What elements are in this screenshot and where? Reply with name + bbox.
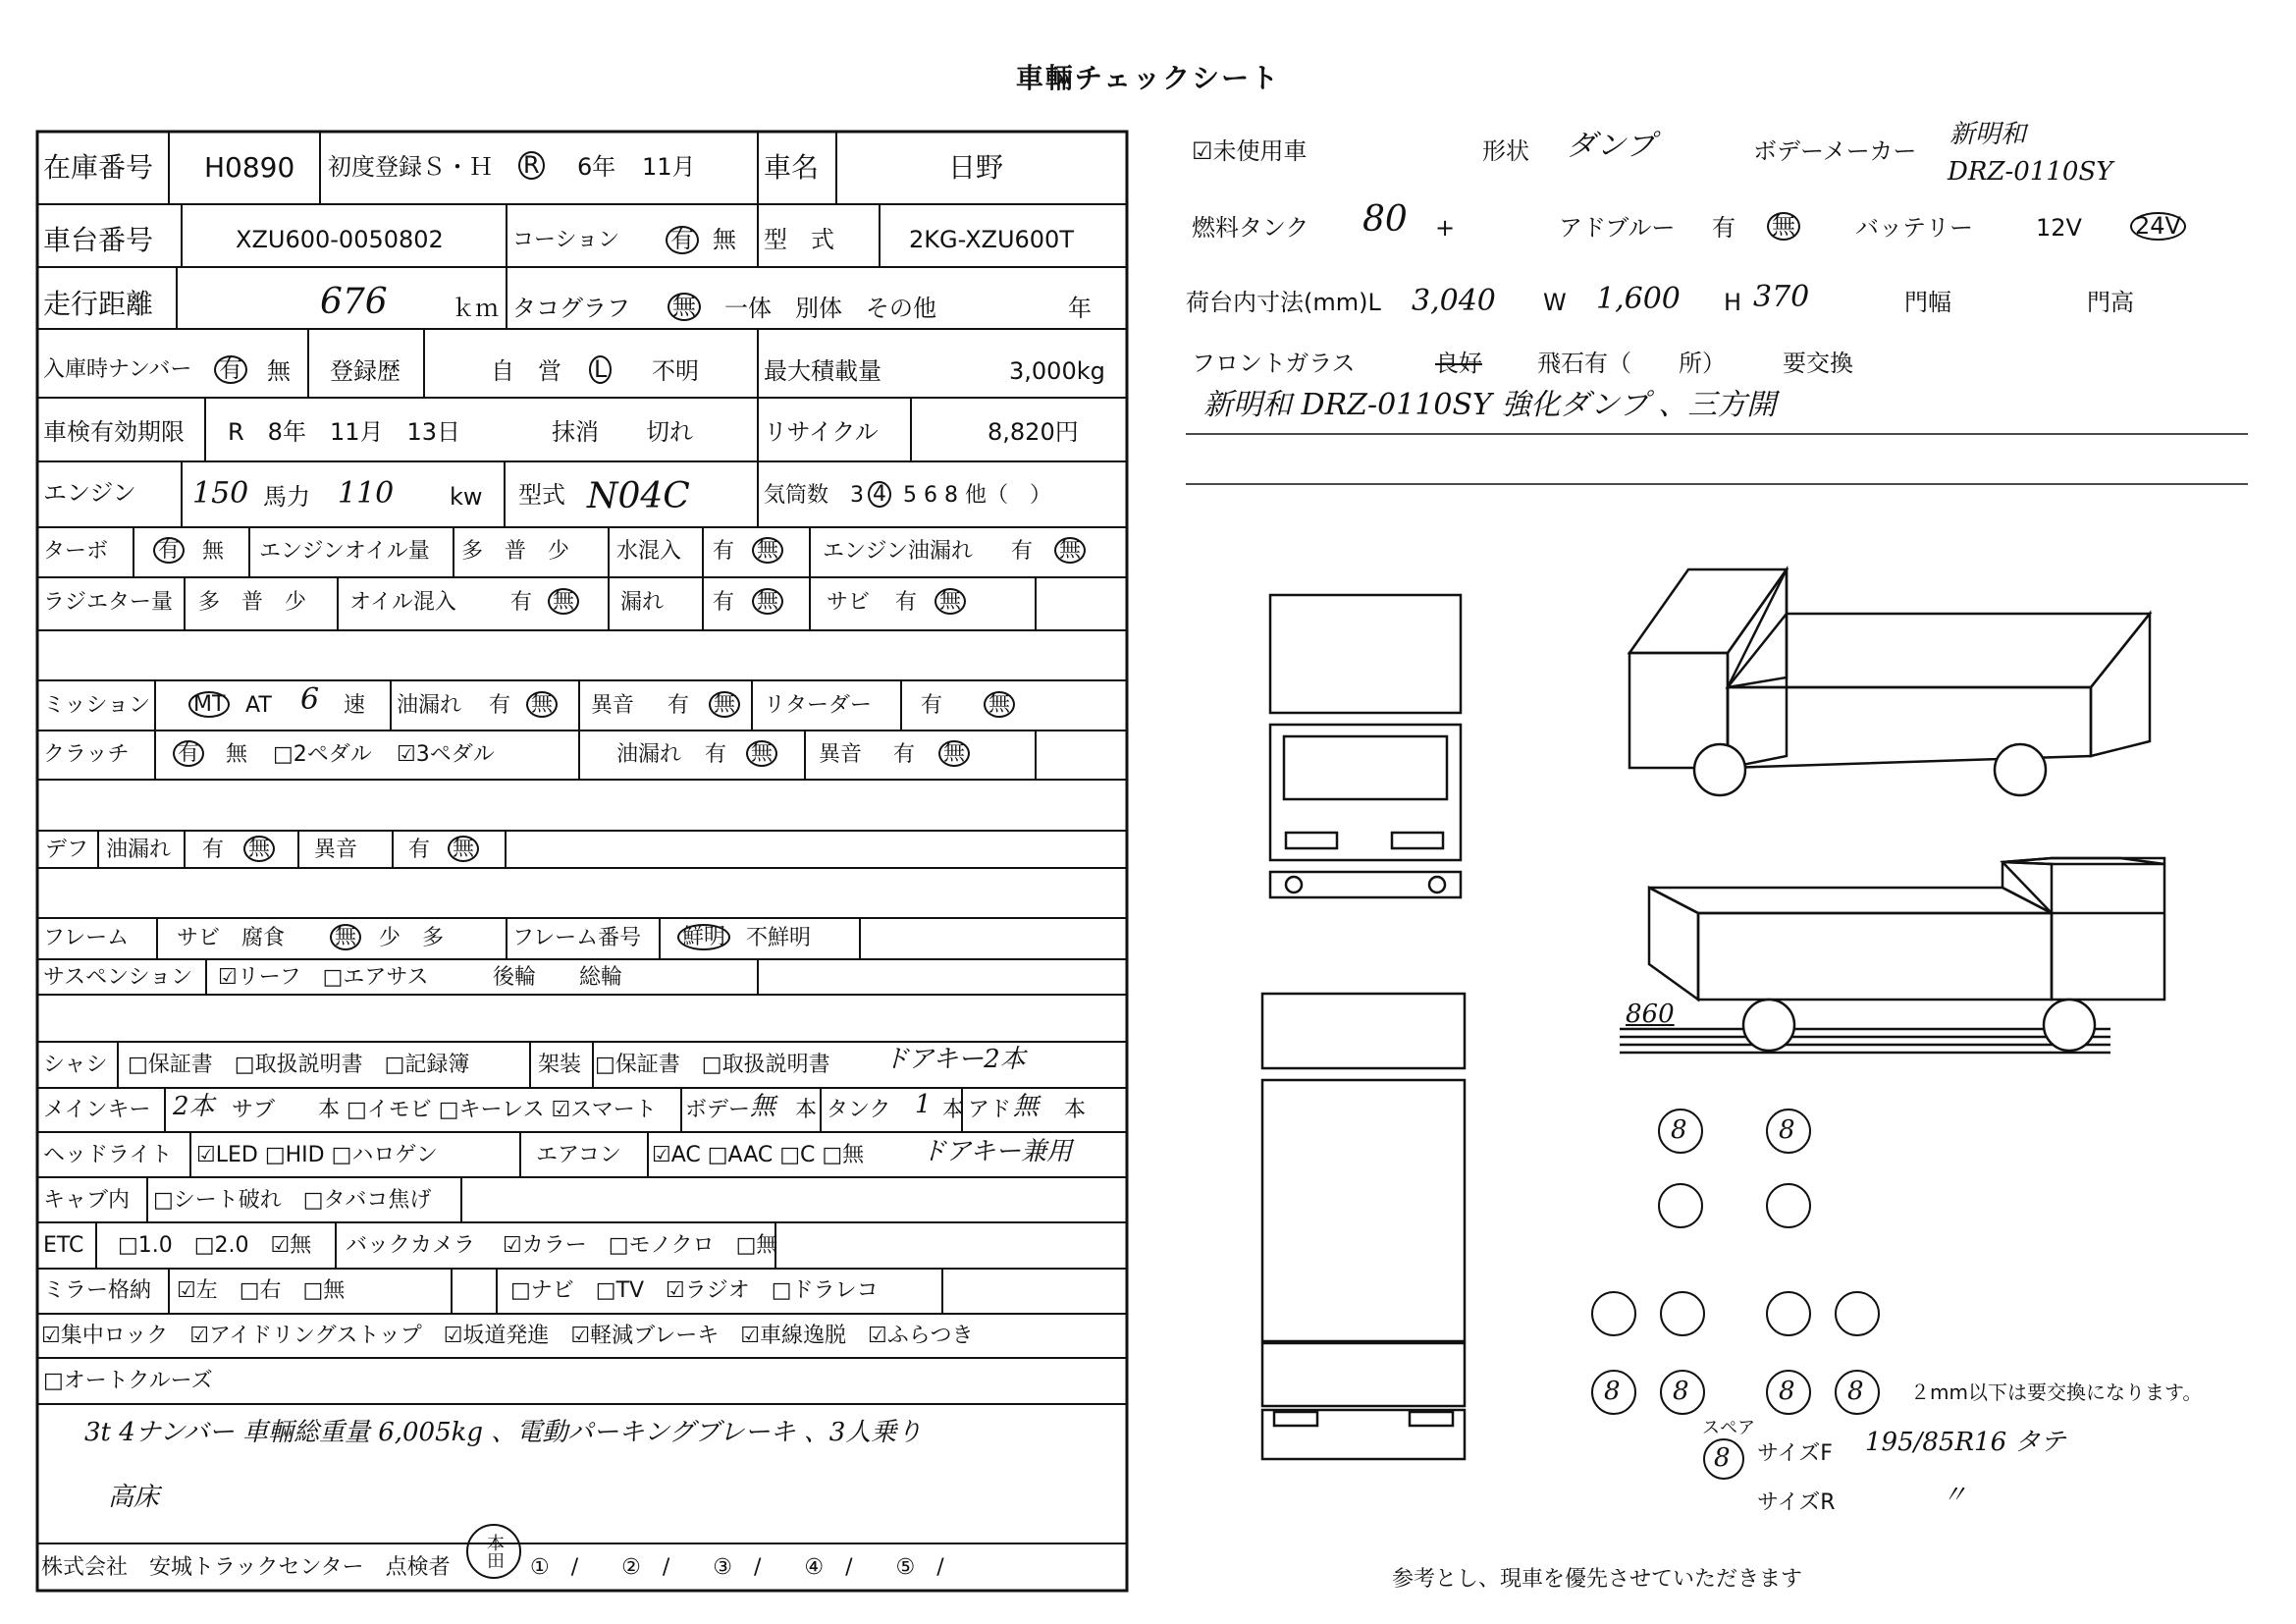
body-maker-label: ボデーメーカー bbox=[1753, 137, 1917, 165]
clutch-no: 無 bbox=[226, 742, 248, 767]
ad-key-value: 無 bbox=[1013, 1092, 1040, 1121]
rust-no: 無 bbox=[934, 588, 966, 615]
size-rear-label: サイズR bbox=[1757, 1490, 1836, 1515]
mirror-label: ミラー格納 bbox=[43, 1278, 152, 1303]
body-maker-value: 新明和 bbox=[1949, 120, 2027, 149]
bed-width: 1,600 bbox=[1596, 282, 1681, 316]
bed-dimension-label: 荷台内寸法(mm)L bbox=[1186, 289, 1381, 316]
mainkey-label: メインキー bbox=[43, 1098, 151, 1122]
engine-leak-no: 無 bbox=[1054, 537, 1086, 564]
coating-label: コーション bbox=[512, 228, 620, 252]
model-label: 型 式 bbox=[764, 226, 834, 253]
cylinders-post: 5 6 8 他（ ） bbox=[903, 483, 1051, 508]
tank-key-unit: 本 bbox=[942, 1098, 965, 1122]
size-front-value: 195/85R16 タテ bbox=[1865, 1428, 2066, 1457]
clutch-leak-label: 油漏れ bbox=[616, 742, 682, 767]
mission-leak-no: 無 bbox=[526, 691, 558, 718]
mission-leak-label: 油漏れ bbox=[397, 693, 462, 718]
clutch-3-pedal: ☑3ペダル bbox=[397, 742, 495, 767]
cylinders-label: 気筒数 bbox=[764, 483, 829, 508]
clutch-leak-yes: 有 bbox=[705, 742, 727, 767]
car-name: 日野 bbox=[948, 151, 1004, 184]
engine-hp-label: 馬力 bbox=[263, 483, 310, 511]
oil-mix-label: オイル混入 bbox=[349, 590, 456, 615]
company-name: 株式会社 安城トラックセンター 点検者 bbox=[41, 1555, 451, 1580]
diff-label: デフ bbox=[45, 838, 89, 862]
truck-top-view bbox=[1262, 994, 1465, 1459]
clutch-noise-no: 無 bbox=[938, 740, 970, 767]
frame-number-unclear: 不鮮明 bbox=[746, 926, 812, 950]
water-yes: 有 bbox=[713, 539, 735, 564]
body-docs-label: 架装 bbox=[538, 1053, 582, 1077]
aircon-label: エアコン bbox=[536, 1143, 621, 1167]
body-docs-note: ドアキー2本 bbox=[883, 1045, 1026, 1074]
retarder-yes: 有 bbox=[921, 693, 943, 718]
remarks-line-1: 3t 4ナンバー 車輛総重量 6,005kg 、電動パーキングブレーキ 、3人乗り bbox=[84, 1418, 923, 1447]
tread-note: ２mm以下は要交換になります。 bbox=[1910, 1380, 2203, 1404]
tread-front-right: 8 bbox=[1779, 1115, 1795, 1145]
bed-width-label: W bbox=[1543, 289, 1567, 316]
tacho-label: タコグラフ bbox=[512, 295, 630, 322]
windshield-label: フロントガラス bbox=[1192, 350, 1356, 377]
mileage-label: 走行距離 bbox=[43, 288, 154, 320]
diff-noise-no: 無 bbox=[448, 836, 479, 862]
plate-no: 無 bbox=[267, 357, 291, 385]
chassis-label: 車台番号 bbox=[43, 224, 154, 256]
turbo-yes: 有 bbox=[153, 537, 185, 564]
frame-rust: サビ 腐食 bbox=[177, 926, 286, 950]
rust-label: サビ bbox=[827, 590, 871, 615]
ad-key-unit: 本 bbox=[1064, 1098, 1087, 1122]
mission-noise-no: 無 bbox=[709, 691, 740, 718]
oil-mix-no: 無 bbox=[548, 588, 579, 615]
battery-label: バッテリー bbox=[1855, 214, 1973, 242]
gate-width-label: 門幅 bbox=[1904, 289, 1951, 316]
inspection-label: 車検有効期限 bbox=[43, 418, 185, 446]
reg-history-unknown: 不明 bbox=[652, 357, 699, 385]
max-load-value: 3,000kg bbox=[1009, 357, 1105, 385]
cylinders-circled: 4 bbox=[868, 481, 891, 508]
coating-no: 無 bbox=[713, 226, 736, 253]
mission-mt: MT bbox=[188, 691, 230, 718]
clutch-leak-no: 無 bbox=[746, 740, 777, 767]
clutch-noise-yes: 有 bbox=[893, 742, 916, 767]
mainkey-count: 2本 bbox=[173, 1092, 215, 1121]
car-name-label: 車名 bbox=[764, 151, 820, 184]
leak-label: 漏れ bbox=[620, 590, 665, 615]
tank-key-label: タンク bbox=[827, 1098, 891, 1122]
remarks-line-2: 高床 bbox=[108, 1483, 160, 1512]
oil-amount-options: 多 普 少 bbox=[461, 539, 570, 564]
side-height: 860 bbox=[1626, 1000, 1675, 1029]
windshield-chip: 飛石有（ 所） bbox=[1537, 350, 1726, 377]
tacho-none: 無 bbox=[667, 293, 701, 321]
diff-leak-yes: 有 bbox=[202, 838, 225, 862]
body-key-unit: 本 bbox=[795, 1098, 818, 1122]
model-value: 2KG-XZU600T bbox=[909, 226, 1074, 253]
sheet-title: 車輛チェックシート bbox=[1015, 62, 1281, 94]
body-docs-options: □保証書 □取扱説明書 bbox=[595, 1053, 830, 1077]
mission-noise-yes: 有 bbox=[667, 693, 690, 718]
frame-number-label: フレーム番号 bbox=[512, 926, 642, 950]
engine-kw: 110 bbox=[338, 476, 395, 511]
recycle-value: 8,820円 bbox=[988, 418, 1079, 446]
mirror-options: ☑左 □右 □無 bbox=[177, 1278, 346, 1303]
gate-height-label: 門高 bbox=[2087, 289, 2134, 316]
footer-note: 参考とし、現車を優先させていただきます bbox=[1392, 1567, 1803, 1592]
clutch-2-pedal: □2ペダル bbox=[273, 742, 372, 767]
engine-hp: 150 bbox=[192, 476, 249, 511]
mission-speed: 6 bbox=[300, 682, 320, 717]
fuel-label: 燃料タンク bbox=[1192, 214, 1309, 242]
cab-label: キャブ内 bbox=[43, 1188, 131, 1213]
turbo-label: ターボ bbox=[43, 539, 109, 564]
oil-mix-yes: 有 bbox=[510, 590, 533, 615]
engine-leak-label: エンジン油漏れ bbox=[823, 539, 973, 564]
tread-rear-1: 8 bbox=[1604, 1377, 1621, 1406]
mission-at: AT bbox=[245, 693, 272, 718]
truck-front-view bbox=[1270, 595, 1461, 897]
bed-height: 370 bbox=[1753, 280, 1810, 314]
backcam-label: バックカメラ bbox=[346, 1233, 476, 1258]
mission-noise-label: 異音 bbox=[591, 693, 635, 718]
frame-none: 無 bbox=[330, 924, 361, 950]
bed-length: 3,040 bbox=[1412, 284, 1496, 318]
windshield-good: 良好 bbox=[1435, 350, 1482, 377]
mileage-value: 676 bbox=[320, 282, 388, 322]
frame-levels: 少 多 bbox=[379, 926, 445, 950]
size-front-label: サイズF bbox=[1757, 1441, 1833, 1466]
engine-kw-label: kw bbox=[450, 483, 483, 511]
diff-leak-no: 無 bbox=[243, 836, 275, 862]
first-reg-month: 11月 bbox=[642, 153, 696, 181]
chassis-docs-options: □保証書 □取扱説明書 □記録簿 bbox=[128, 1053, 470, 1077]
fuel-value: 80 bbox=[1362, 199, 1408, 240]
mission-label: ミッション bbox=[43, 693, 151, 718]
battery-12v: 12V bbox=[2036, 214, 2082, 242]
clutch-label: クラッチ bbox=[43, 742, 130, 767]
reg-history-circled: L bbox=[589, 355, 612, 384]
cruise-option: □オートクルーズ bbox=[43, 1369, 213, 1393]
diff-noise-label: 異音 bbox=[314, 838, 358, 862]
chassis-number: XZU600-0050802 bbox=[236, 226, 444, 253]
nav-options: □ナビ □TV ☑ラジオ □ドラレコ bbox=[510, 1278, 879, 1303]
first-reg-label: 初度登録Ｓ・Ｈ bbox=[328, 153, 493, 181]
rust-yes: 有 bbox=[895, 590, 918, 615]
retarder-no: 無 bbox=[984, 691, 1015, 718]
mileage-unit: ｋｍ bbox=[452, 295, 499, 322]
clutch-yes: 有 bbox=[173, 740, 204, 767]
size-rear-value: 〃 bbox=[1942, 1481, 1968, 1510]
cab-options: □シート破れ □タバコ焦げ bbox=[153, 1188, 432, 1213]
backcam-options: ☑カラー □モノクロ □無 bbox=[503, 1233, 778, 1258]
tread-rear-2: 8 bbox=[1673, 1377, 1689, 1406]
adblue-label: アドブルー bbox=[1559, 214, 1676, 242]
tacho-options: 一体 別体 その他 bbox=[724, 295, 936, 322]
clutch-noise-label: 異音 bbox=[819, 742, 863, 767]
tank-key-value: 1 bbox=[915, 1090, 932, 1119]
water-label: 水混入 bbox=[616, 539, 682, 564]
headlight-options: ☑LED □HID □ハロゲン bbox=[196, 1143, 438, 1167]
first-reg-year: 6年 bbox=[577, 153, 616, 181]
features-options: ☑集中ロック ☑アイドリングストップ ☑坂道発進 ☑軽減ブレーキ ☑車線逸脱 ☑ふらつき bbox=[41, 1324, 974, 1348]
body-notes: 新明和 DRZ-0110SY 強化ダンプ 、三方開 bbox=[1203, 388, 1777, 422]
tacho-year: 年 bbox=[1068, 295, 1092, 322]
engine-model: N04C bbox=[587, 476, 690, 516]
windshield-replace: 要交換 bbox=[1783, 350, 1853, 377]
suspension-axles: 後輪 総輪 bbox=[493, 965, 623, 990]
stock-label: 在庫番号 bbox=[43, 151, 154, 184]
reg-history-options: 自 営 bbox=[491, 357, 561, 385]
water-no: 無 bbox=[752, 537, 783, 564]
oil-amount-label: エンジンオイル量 bbox=[259, 539, 430, 564]
check-marks: ① / ② / ③ / ④ / ⑤ / bbox=[530, 1555, 944, 1580]
coating-yes: 有 bbox=[666, 226, 699, 254]
suspension-options: ☑リーフ □エアサス bbox=[218, 965, 429, 990]
chassis-docs-label: シャシ bbox=[43, 1053, 108, 1077]
inspector-stamp: 本田 bbox=[466, 1524, 521, 1579]
truck-side-view-2 bbox=[1620, 858, 2164, 1053]
fuel-plus: + bbox=[1435, 214, 1456, 242]
battery-24v: 24V bbox=[2130, 212, 2186, 241]
tread-rear-3: 8 bbox=[1779, 1377, 1795, 1406]
recycle-label: リサイクル bbox=[764, 418, 879, 446]
radiator-options: 多 普 少 bbox=[198, 590, 307, 615]
shape-label: 形状 bbox=[1482, 137, 1529, 165]
frame-number-clear: 鮮明 bbox=[677, 924, 730, 950]
body-key-value: 無 bbox=[750, 1092, 776, 1121]
body-key-label: ボデー bbox=[685, 1098, 751, 1122]
headlight-label: ヘッドライト bbox=[43, 1143, 173, 1167]
adblue-no: 無 bbox=[1767, 212, 1800, 241]
diff-noise-yes: 有 bbox=[408, 838, 431, 862]
aircon-options: ☑AC □AAC □C □無 bbox=[652, 1143, 865, 1167]
mission-speed-label: 速 bbox=[344, 693, 366, 718]
mission-leak-yes: 有 bbox=[489, 693, 511, 718]
adblue-yes: 有 bbox=[1712, 214, 1735, 242]
leak-no: 無 bbox=[752, 588, 783, 615]
reg-history-label: 登録歴 bbox=[330, 357, 400, 385]
shape-value: ダンプ bbox=[1567, 129, 1656, 163]
engine-label: エンジン bbox=[43, 479, 136, 507]
inspection-date: R 8年 11月 13日 bbox=[228, 418, 461, 446]
stock-number: H0890 bbox=[204, 151, 295, 184]
spare-label: スペア bbox=[1702, 1418, 1755, 1438]
unused-vehicle: ☑未使用車 bbox=[1192, 137, 1308, 165]
inspection-options: 抹消 切れ bbox=[552, 418, 693, 446]
radiator-label: ラジエター量 bbox=[43, 590, 174, 615]
max-load-label: 最大積載量 bbox=[764, 357, 881, 385]
aircon-note: ドアキー兼用 bbox=[921, 1137, 1073, 1166]
ad-key-label: アド bbox=[968, 1098, 1012, 1122]
engine-leak-yes: 有 bbox=[1011, 539, 1034, 564]
frame-label: フレーム bbox=[43, 926, 130, 950]
etc-options: □1.0 □2.0 ☑無 bbox=[118, 1233, 312, 1258]
diff-leak-label: 油漏れ bbox=[106, 838, 172, 862]
mainkey-sub: サブ bbox=[232, 1098, 276, 1122]
bed-height-label: H bbox=[1724, 289, 1742, 316]
plate-label: 入庫時ナンバー bbox=[43, 357, 192, 382]
tread-rear-4: 8 bbox=[1847, 1377, 1864, 1406]
spare-value: 8 bbox=[1714, 1443, 1731, 1473]
leak-yes: 有 bbox=[713, 590, 735, 615]
plate-yes: 有 bbox=[214, 355, 247, 384]
tread-front-left: 8 bbox=[1671, 1115, 1687, 1145]
mainkey-options: 本 □イモビ □キーレス ☑スマート bbox=[318, 1098, 657, 1122]
retarder-label: リターダー bbox=[764, 693, 873, 718]
turbo-no: 無 bbox=[202, 539, 225, 564]
first-reg-era: R bbox=[518, 151, 545, 180]
truck-side-view-1 bbox=[1629, 569, 2150, 795]
body-model-value: DRZ-0110SY bbox=[1948, 157, 2113, 187]
etc-label: ETC bbox=[43, 1233, 84, 1258]
cylinders-pre: 3 bbox=[850, 483, 864, 508]
engine-model-label: 型式 bbox=[518, 481, 565, 509]
suspension-label: サスペンション bbox=[43, 965, 193, 990]
